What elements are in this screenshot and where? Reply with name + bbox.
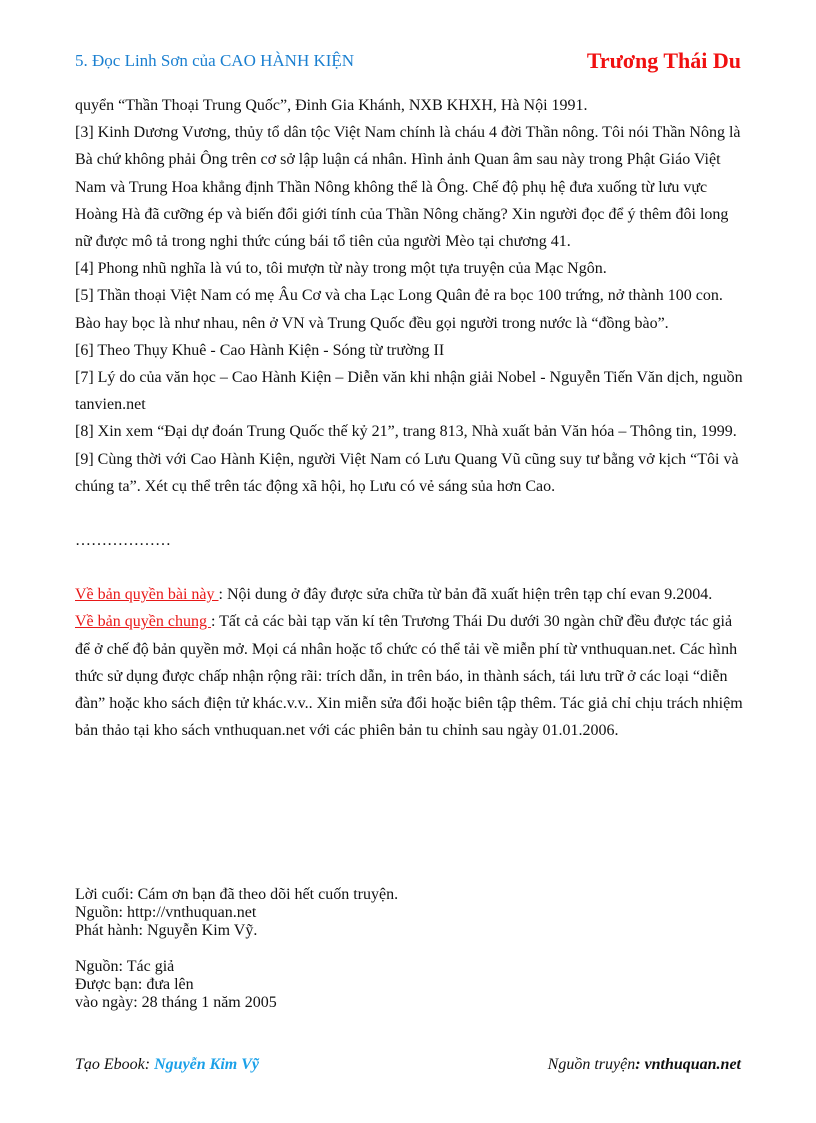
author-name: Trương Thái Du [586,48,741,73]
footnote: [3] Kinh Dương Vương, thủy tổ dân tộc Việt Nam chính là cháu 4 đời Thần nông. Tôi nói Thần Nông là Bà chứ không phải Ông trên cơ sở lập luận cá nhân. Hình ảnh Quan âm sau này trong Phật Giáo Việt Nam và Trung Hoa khẳng định Thần Nông không thể là Ông. Chế độ phụ hệ đưa xuống từ lưu vực Hoàng Hà đã cưỡng ép và biến đổi giới tính của Thần Nông chăng? Xin người đọc để ý thêm đôi long nữ được mô tả trong nghi thức cúng bái tổ tiên của người Mèo tại chương 41. [75,124,741,251]
source: Nguồn: Tác giả [75,958,175,975]
copyright-this [75,581,747,608]
footnote: [9] Cùng thời với Cao Hành Kiện, người Việt Nam có Lưu Quang Vũ cũng suy tư bằng vở kịch “Tôi và chúng ta”. Xét cụ thể trên tác động xã hội, họ Lưu có vẻ sáng sủa hơn Cao. [75,450,739,495]
chapter-title: 5. Đọc Linh Sơn của CAO HÀNH KIỆN [75,51,355,70]
publisher: Phát hành: Nguyễn Kim Vỹ. [75,922,258,939]
copyright-general-text: : Tất cả các bài tạp văn kí tên Trương Thái Du dưới 30 ngàn chữ đều được tác giả để ở chế độ bản quyền mở. Mọi cá nhân hoặc tổ chức có thể tải về miễn phí từ vnthuquan.net. Các hình thức sử dụng được chấp nhận rộng rãi: trích dẫn, in trên báo, in thành sách, tái lưu trữ ở các loại “diễn đàn” hoặc kho sách điện tử khác.v.v.. Xin miễn sửa đổi hoặc biên tập thêm. Tác giả chỉ chịu trách nhiệm bản thảo tại kho sách vnthuquan.net với các phiên bản tu chỉnh sau ngày 01.01.2006. [75,613,743,740]
ebook-author: Nguyễn Kim Vỹ [154,1056,259,1073]
copyright-general-link[interactable]: Về bản quyền chung [75,613,211,631]
source-site: vnthuquan.net [644,1056,741,1073]
footnote: [6] Theo Thụy Khuê - Cao Hành Kiện - Sóng từ trường II [75,341,445,359]
footnote: [5] Thần thoại Việt Nam có mẹ Âu Cơ và cha Lạc Long Quân đẻ ra bọc 100 trứng, nở thành 100 con. Bào hay bọc là như nhau, nên ở VN và Trung Quốc đều gọi người trong nước là “đồng bào”. [75,287,723,332]
source-colon: : [635,1056,645,1073]
closing-note: Lời cuối: Cám ơn bạn đã theo dõi hết cuốn truyện. [75,886,399,903]
document-body [75,92,747,744]
copyright-this-text: : Nội dung ở đây được sửa chữa từ bản đã xuất hiện trên tạp chí evan 9.2004. [218,586,713,604]
source-label: Nguồn truyện [547,1056,636,1073]
ending-block [75,886,398,1012]
copyright-general [75,608,747,744]
post-date: vào ngày: 28 tháng 1 năm 2005 [75,994,277,1011]
posted-by: Được bạn: đưa lên [75,976,194,993]
separator: ……………… [75,532,171,550]
footer-ebook [75,1056,259,1074]
source-url: Nguồn: http://vnthuquan.net [75,904,257,921]
footnote: [8] Xin xem “Đại dự đoán Trung Quốc thế kỷ 21”, trang 813, Nhà xuất bản Văn hóa – Thông tin, 1999. [75,423,737,441]
footnote: [4] Phong nhũ nghĩa là vú to, tôi mượn từ này trong một tựa truyện của Mạc Ngôn. [75,260,607,278]
footnote: [7] Lý do của văn học – Cao Hành Kiện – Diễn văn khi nhận giải Nobel - Nguyễn Tiến Văn dịch, nguồn tanvien.net [75,369,743,414]
footnote: quyển “Thần Thoại Trung Quốc”, Đinh Gia Khánh, NXB KHXH, Hà Nội 1991. [75,97,588,114]
footer-source [548,1056,741,1074]
ebook-label: Tạo Ebook: [75,1056,155,1073]
copyright-this-link[interactable]: Về bản quyền bài này [75,586,219,604]
